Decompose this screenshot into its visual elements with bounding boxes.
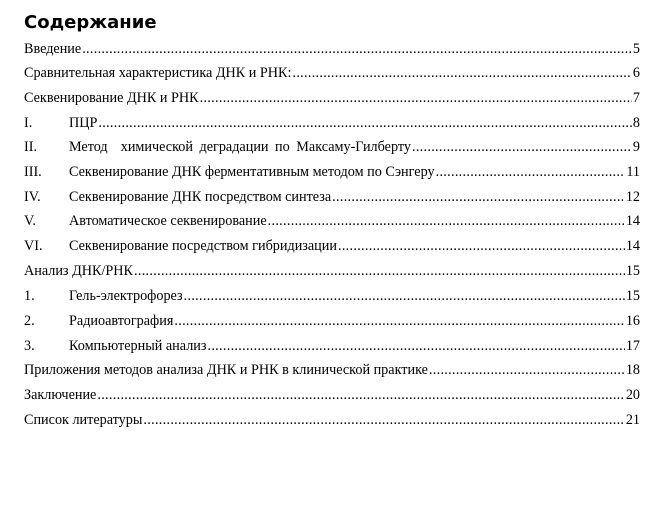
toc-entry <box>24 237 640 255</box>
toc-entry <box>24 312 640 330</box>
toc-entry <box>24 138 640 156</box>
toc-entry <box>24 188 640 206</box>
toc-leader <box>97 386 624 404</box>
toc-page-number: 15 <box>625 263 640 279</box>
toc-entry <box>24 114 640 132</box>
toc-title: Содержание <box>24 12 157 33</box>
toc-entry-text: Введение <box>24 41 82 57</box>
toc-entry-text: Метод химической деградации по Максаму-Гилберту <box>69 139 411 155</box>
toc-entry-text: Список литературы <box>24 412 143 428</box>
toc-leader <box>184 287 625 305</box>
toc-entry-text: Радиоавтография <box>69 313 174 329</box>
toc-leader <box>268 212 625 230</box>
toc-entry-text: Секвенирование ДНК и РНК <box>24 90 199 106</box>
toc-page-number: 18 <box>625 362 640 378</box>
toc-entry-text: ПЦР <box>69 115 98 131</box>
toc-entry <box>24 64 640 82</box>
toc-entry-number: VI. <box>24 238 43 254</box>
toc-entry-text: Секвенирование ДНК посредством синтеза <box>69 189 332 205</box>
toc-entry <box>24 40 640 58</box>
toc-leader <box>436 163 626 181</box>
toc-entry-number: II. <box>24 139 37 155</box>
toc-page-number: 17 <box>625 338 640 354</box>
toc-entry-number: 2. <box>24 313 35 329</box>
toc-entry-text: Гель-электрофорез <box>69 288 183 304</box>
toc-leader <box>207 337 624 355</box>
toc-entry-number: 3. <box>24 338 35 354</box>
toc-entry-number: IV. <box>24 189 41 205</box>
toc-entry-text: Заключение <box>24 387 97 403</box>
toc-leader <box>338 237 625 255</box>
toc-entry-number: I. <box>24 115 33 131</box>
toc-entry-text: Анализ ДНК/РНК <box>24 263 134 279</box>
toc-entry <box>24 411 640 429</box>
toc-page-number: 12 <box>625 189 640 205</box>
toc-entry-text: Секвенирование ДНК ферментативным методом по Сэнгеру <box>69 164 435 180</box>
toc-entry-text: Компьютерный анализ <box>69 338 207 354</box>
toc-page-number: 6 <box>632 65 640 81</box>
toc-leader <box>174 312 624 330</box>
toc-page-number: 7 <box>632 90 640 106</box>
toc-entry <box>24 361 640 379</box>
toc-page-number: 14 <box>625 238 640 254</box>
toc-leader <box>200 89 632 107</box>
toc-leader <box>412 138 632 156</box>
toc-leader <box>82 40 632 58</box>
toc-entry <box>24 337 640 355</box>
toc-leader <box>292 64 631 82</box>
toc-leader <box>429 361 625 379</box>
toc-leader <box>143 411 624 429</box>
toc-entry <box>24 287 640 305</box>
toc-entry-text: Приложения методов анализа ДНК и РНК в клинической практике <box>24 362 428 378</box>
toc-entry <box>24 386 640 404</box>
toc-page-number: 11 <box>626 164 640 180</box>
toc-page-number: 5 <box>632 41 640 57</box>
toc-entry-number: V. <box>24 213 36 229</box>
toc-entry-text: Секвенирование посредством гибридизации <box>69 238 337 254</box>
toc-leader <box>332 188 625 206</box>
toc-entry <box>24 262 640 280</box>
toc-page-number: 9 <box>632 139 640 155</box>
toc-entry-number: III. <box>24 164 42 180</box>
toc-page-number: 21 <box>625 412 640 428</box>
toc-entry-number: 1. <box>24 288 35 304</box>
toc-page-number: 8 <box>632 115 640 131</box>
toc-entry-text: Автоматическое секвенирование <box>69 213 267 229</box>
toc-leader <box>134 262 625 280</box>
toc-page-number: 15 <box>625 288 640 304</box>
toc-page-number: 20 <box>625 387 640 403</box>
toc-entry-text: Сравнительная характеристика ДНК и РНК: <box>24 65 292 81</box>
toc-leader <box>98 114 632 132</box>
toc-page-number: 14 <box>625 213 640 229</box>
toc-entry <box>24 212 640 230</box>
toc-page-number: 16 <box>625 313 640 329</box>
toc-entry <box>24 163 640 181</box>
toc-entry <box>24 89 640 107</box>
